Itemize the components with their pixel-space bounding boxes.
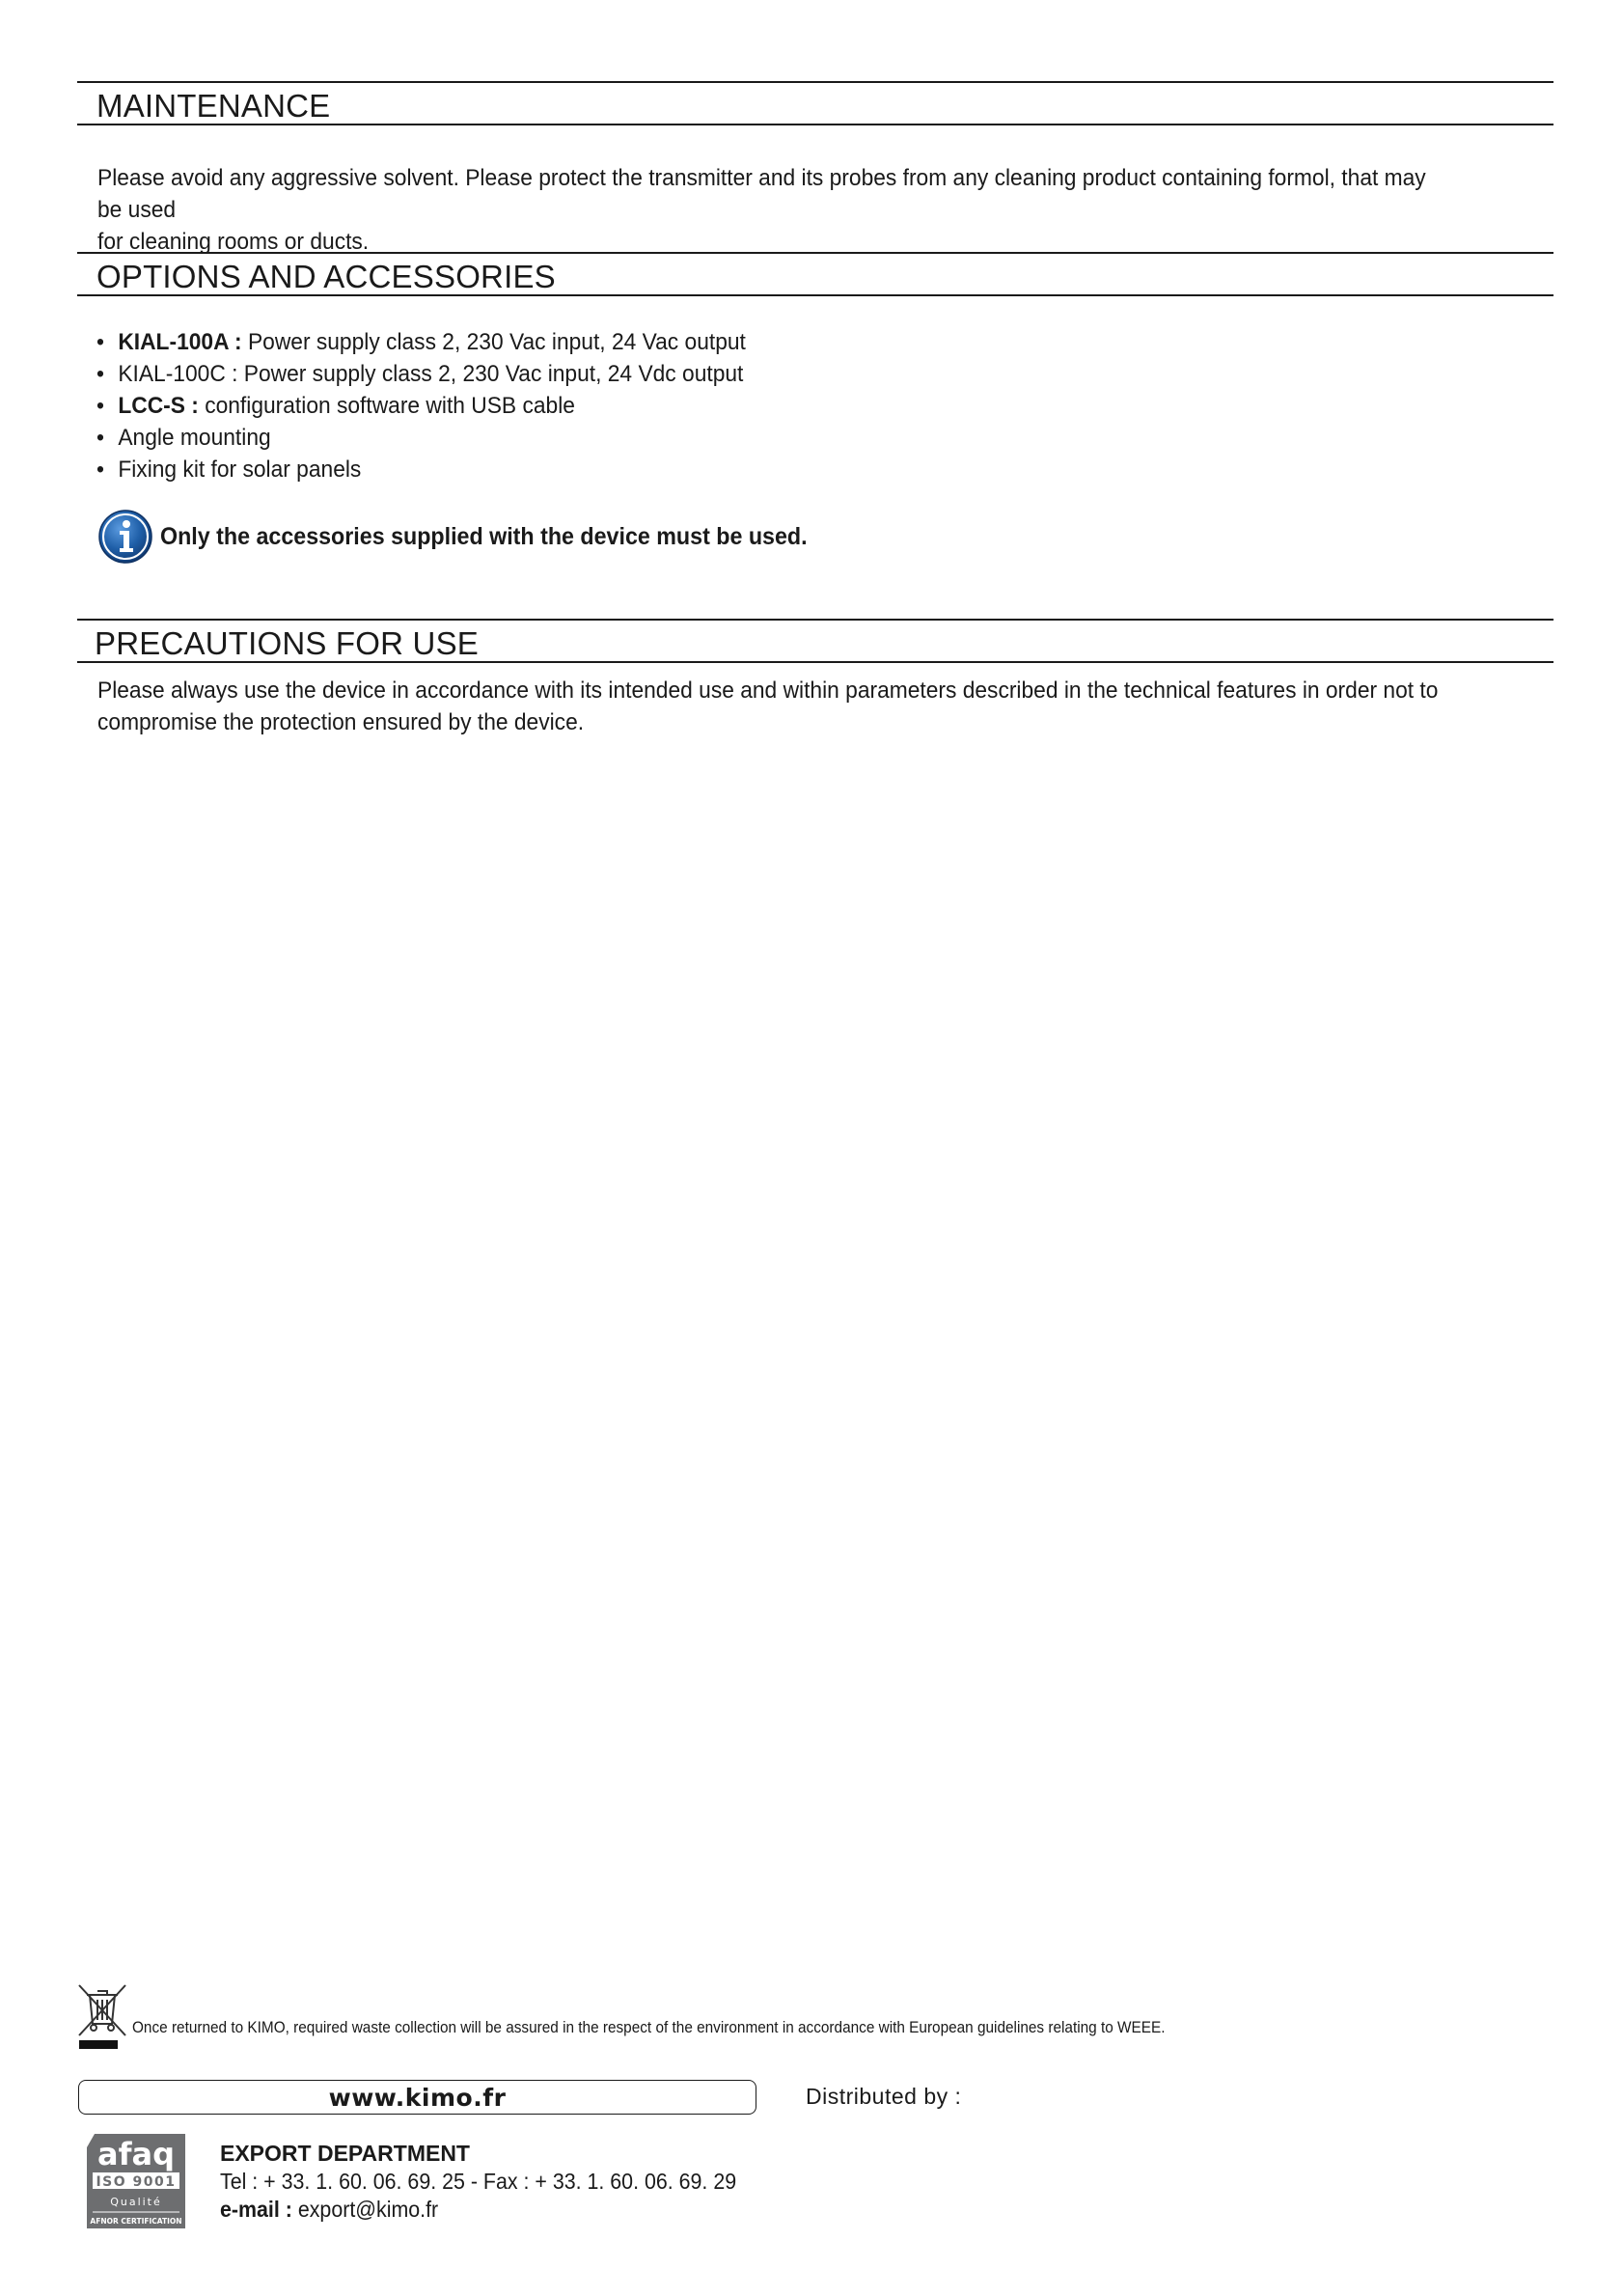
bullet-dot: • xyxy=(96,329,104,355)
precautions-text-line1: Please always use the device in accordance with its intended use and within parameters described in the technical features in order not to xyxy=(97,678,1439,704)
options-header xyxy=(77,252,1553,296)
list-item xyxy=(96,422,746,454)
bullet-dot: • xyxy=(96,456,104,483)
maintenance-text xyxy=(97,162,1452,258)
list-item xyxy=(96,358,746,390)
bullet-dot: • xyxy=(96,393,104,419)
svg-text:AFNOR CERTIFICATION: AFNOR CERTIFICATION xyxy=(90,2217,182,2226)
email-label: e-mail : xyxy=(220,2197,292,2222)
accessories-list xyxy=(96,326,746,485)
afaq-iso-logo xyxy=(81,2128,189,2232)
crossed-out-bin-icon xyxy=(76,1981,128,2051)
options-title: OPTIONS AND ACCESSORIES xyxy=(96,259,556,294)
item-text: Fixing kit for solar panels xyxy=(118,456,362,483)
svg-text:ISO 9001: ISO 9001 xyxy=(96,2174,177,2190)
info-icon xyxy=(98,510,152,564)
bullet-dot: • xyxy=(96,425,104,451)
item-text: Angle mounting xyxy=(118,425,271,451)
item-code: KIAL-100A : xyxy=(118,329,242,355)
svg-text:Qualité: Qualité xyxy=(110,2196,162,2208)
export-department-title: EXPORT DEPARTMENT xyxy=(220,2141,470,2166)
website-url[interactable]: www.kimo.fr xyxy=(328,2084,507,2112)
precautions-header xyxy=(77,619,1553,663)
item-text: configuration software with USB cable xyxy=(198,393,575,419)
list-item xyxy=(96,326,746,358)
item-text: KIAL-100C : Power supply class 2, 230 Vac input, 24 Vdc output xyxy=(118,361,744,387)
precautions-title: PRECAUTIONS FOR USE xyxy=(95,625,480,661)
info-text: Only the accessories supplied with the device must be used. xyxy=(160,523,808,550)
precautions-text-line2: compromise the protection ensured by the device. xyxy=(97,709,585,735)
website-link[interactable] xyxy=(78,2080,756,2115)
tel-fax: Tel : + 33. 1. 60. 06. 69. 25 - Fax : + 33. 1. 60. 06. 69. 29 xyxy=(220,2169,737,2194)
email-address[interactable]: export@kimo.fr xyxy=(291,2197,439,2222)
distributed-by-label: Distributed by : xyxy=(806,2084,962,2109)
item-text: Power supply class 2, 230 Vac input, 24 Vac output xyxy=(241,329,746,355)
precautions-text xyxy=(97,675,1452,738)
email-line xyxy=(220,2197,438,2223)
item-code: LCC-S : xyxy=(118,393,199,419)
weee-notice: Once returned to KIMO, required waste collection will be assured in the respect of the environment in accordance with European guidelines relating to WEEE. xyxy=(132,2019,1166,2036)
list-item xyxy=(96,390,746,422)
maintenance-text-line2: for cleaning rooms or ducts. xyxy=(97,229,370,255)
bullet-dot: • xyxy=(96,361,104,387)
maintenance-text-line1: Please avoid any aggressive solvent. Please protect the transmitter and its probes from any cleaning product containing formol, that may be used xyxy=(97,165,1426,223)
maintenance-header xyxy=(77,81,1553,125)
list-item xyxy=(96,454,746,485)
logo-word: afaq xyxy=(96,2136,176,2172)
maintenance-title: MAINTENANCE xyxy=(96,88,331,124)
